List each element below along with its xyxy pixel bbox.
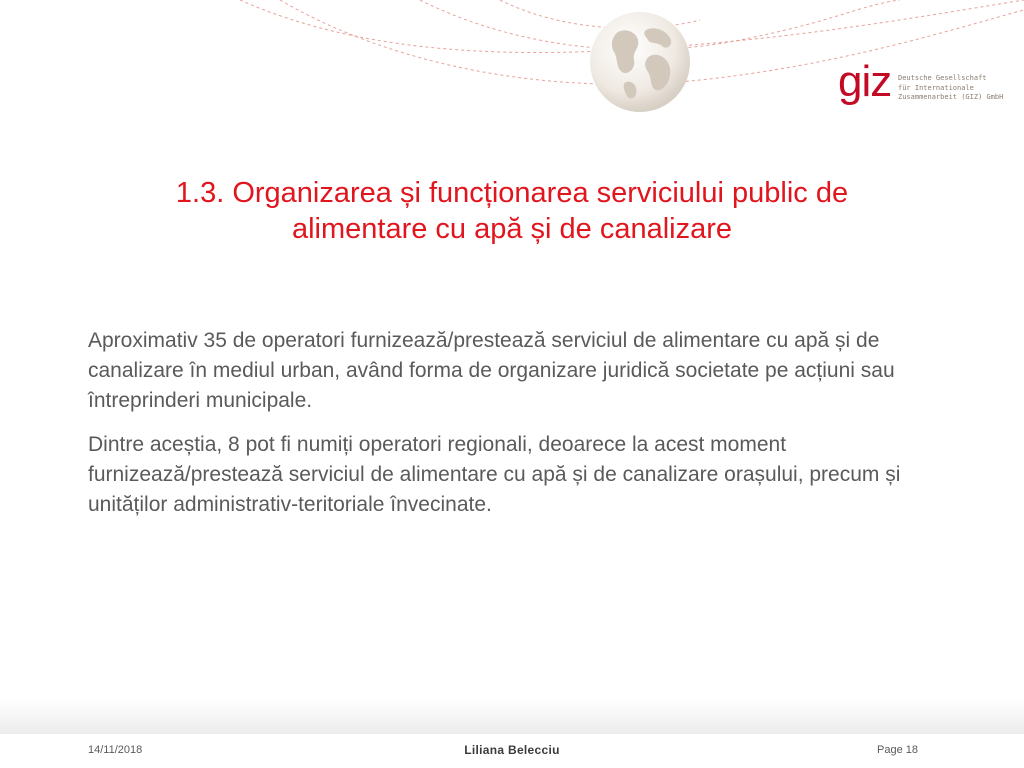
slide-footer — [0, 734, 1024, 768]
footer-author: Liliana Belecciu — [464, 743, 560, 757]
footer-date: 14/11/2018 — [88, 744, 143, 756]
logo-line-1: Deutsche Gesellschaft — [898, 74, 987, 82]
footer-page-number: Page 18 — [877, 744, 918, 756]
logo-mark: giz — [838, 57, 892, 106]
slide-title-line-2: alimentare cu apă și de canalizare — [291, 213, 733, 245]
logo-line-3: Zusammenarbeit (GIZ) GmbH — [898, 93, 1004, 101]
globe-icon — [588, 10, 692, 114]
logo-line-2: für Internationale — [898, 83, 974, 92]
slide-body — [88, 326, 948, 534]
body-paragraph-2: Dintre aceștia, 8 pot fi numiți operatori regionali, deoarece la acest moment furnizează/prestează serviciul de alimentare cu apă și de canalizare orașului, precum și unităților administrativ-teritoriale învecinate. — [88, 433, 901, 516]
giz-logo — [838, 57, 1004, 110]
body-paragraph-1: Aproximativ 35 de operatori furnizează/prestează serviciul de alimentare cu apă și de canalizare în mediul urban, având forma de organizare juridică societate pe acțiuni sau întreprinderi municipale. — [88, 329, 895, 412]
slide-title — [70, 175, 954, 247]
footer-shadow — [0, 700, 1024, 734]
logo-org-name — [898, 74, 1003, 103]
slide-title-line-1: 1.3. Organizarea și funcționarea serviciului public de — [175, 177, 849, 209]
